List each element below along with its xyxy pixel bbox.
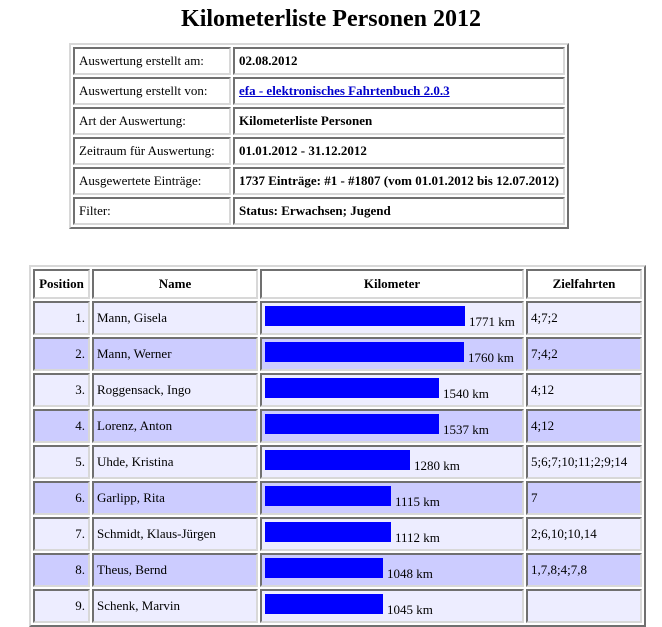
position-cell: 5. (33, 445, 90, 479)
efa-link[interactable]: efa - elektronisches Fahrtenbuch 2.0.3 (239, 83, 450, 98)
table-row (33, 373, 642, 407)
zielfahrten-cell: 1,7,8;4;7,8 (526, 553, 642, 587)
zielfahrten-cell: 4;7;2 (526, 301, 642, 335)
name-cell: Uhde, Kristina (92, 445, 258, 479)
zielfahrten-cell: 2;6,10;10,14 (526, 517, 642, 551)
report-info-table (69, 43, 569, 229)
kilometer-cell (260, 517, 524, 551)
kilometer-value: 1112 km (395, 530, 440, 545)
kilometer-value: 1048 km (387, 566, 433, 581)
kilometer-bar (265, 414, 439, 434)
table-row (33, 301, 642, 335)
kilometer-cell (260, 481, 524, 515)
table-row (33, 337, 642, 371)
name-cell: Schenk, Marvin (92, 589, 258, 623)
header-kilometer: Kilometer (260, 269, 524, 299)
position-cell: 4. (33, 409, 90, 443)
kilometer-cell (260, 553, 524, 587)
table-row (33, 409, 642, 443)
table-row (33, 517, 642, 551)
info-label: Ausgewertete Einträge: (73, 167, 231, 195)
table-row (33, 445, 642, 479)
kilometer-value: 1540 km (443, 386, 489, 401)
info-row (73, 47, 565, 75)
info-value-cell: Status: Erwachsen; Jugend (233, 197, 565, 225)
position-cell: 7. (33, 517, 90, 551)
zielfahrten-cell: 7 (526, 481, 642, 515)
name-cell: Garlipp, Rita (92, 481, 258, 515)
info-label: Auswertung erstellt am: (73, 47, 231, 75)
table-row (33, 481, 642, 515)
name-cell: Mann, Gisela (92, 301, 258, 335)
header-position: Position (33, 269, 90, 299)
page-title: Kilometerliste Personen 2012 (181, 6, 481, 32)
ranking-header-row (33, 269, 642, 299)
table-row (33, 589, 642, 623)
kilometer-value: 1771 km (469, 314, 515, 329)
position-cell: 2. (33, 337, 90, 371)
kilometer-bar (265, 594, 383, 614)
kilometer-value: 1045 km (387, 602, 433, 617)
name-cell: Schmidt, Klaus-Jürgen (92, 517, 258, 551)
zielfahrten-cell: 7;4;2 (526, 337, 642, 371)
kilometer-value: 1280 km (414, 458, 460, 473)
kilometer-cell (260, 589, 524, 623)
position-cell: 8. (33, 553, 90, 587)
info-value-cell (233, 77, 565, 105)
zielfahrten-cell: 5;6;7;10;11;2;9;14 (526, 445, 642, 479)
info-row (73, 107, 565, 135)
kilometer-ranking-table (29, 265, 646, 627)
name-cell: Theus, Bernd (92, 553, 258, 587)
kilometer-bar (265, 558, 383, 578)
zielfahrten-cell (526, 589, 642, 623)
info-row (73, 167, 565, 195)
kilometer-bar (265, 306, 465, 326)
kilometer-value: 1760 km (468, 350, 514, 365)
info-label: Zeitraum für Auswertung: (73, 137, 231, 165)
kilometer-bar (265, 378, 439, 398)
position-cell: 3. (33, 373, 90, 407)
kilometer-cell (260, 373, 524, 407)
info-row (73, 77, 565, 105)
name-cell: Mann, Werner (92, 337, 258, 371)
info-value-cell: 02.08.2012 (233, 47, 565, 75)
zielfahrten-cell: 4;12 (526, 409, 642, 443)
position-cell: 1. (33, 301, 90, 335)
kilometer-bar (265, 342, 464, 362)
name-cell: Lorenz, Anton (92, 409, 258, 443)
kilometer-cell (260, 301, 524, 335)
kilometer-cell (260, 409, 524, 443)
position-cell: 9. (33, 589, 90, 623)
name-cell: Roggensack, Ingo (92, 373, 258, 407)
kilometer-value: 1537 km (443, 422, 489, 437)
info-label: Art der Auswertung: (73, 107, 231, 135)
header-zielfahrten: Zielfahrten (526, 269, 642, 299)
header-name: Name (92, 269, 258, 299)
table-row (33, 553, 642, 587)
kilometer-cell (260, 445, 524, 479)
kilometer-bar (265, 522, 391, 542)
info-row (73, 197, 565, 225)
kilometer-bar (265, 486, 391, 506)
zielfahrten-cell: 4;12 (526, 373, 642, 407)
info-row (73, 137, 565, 165)
position-cell: 6. (33, 481, 90, 515)
info-value-cell: 1737 Einträge: #1 - #1807 (vom 01.01.2012 bis 12.07.2012) (233, 167, 565, 195)
kilometer-bar (265, 450, 410, 470)
kilometer-cell (260, 337, 524, 371)
info-label: Auswertung erstellt von: (73, 77, 231, 105)
info-value-cell: Kilometerliste Personen (233, 107, 565, 135)
info-value-cell: 01.01.2012 - 31.12.2012 (233, 137, 565, 165)
kilometer-value: 1115 km (395, 494, 440, 509)
info-label: Filter: (73, 197, 231, 225)
